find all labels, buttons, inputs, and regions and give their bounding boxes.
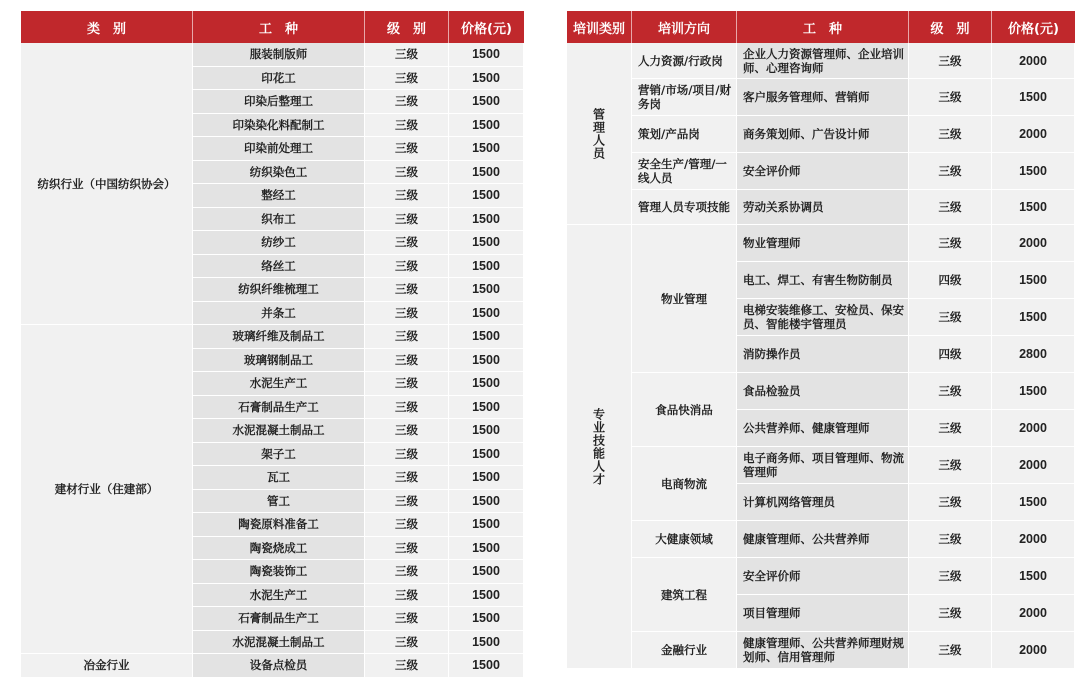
price-cell: 1500	[449, 137, 524, 161]
level-cell: 三级	[365, 137, 449, 161]
level-cell: 三级	[365, 537, 449, 561]
job-cell: 物业管理师	[737, 225, 909, 262]
price-cell: 1500	[449, 208, 524, 232]
direction-cell: 人力资源/行政岗	[632, 43, 737, 79]
job-cell: 电梯安装维修工、安检员、保安员、智能楼宇管理员	[737, 299, 909, 336]
price-cell: 1500	[449, 90, 524, 114]
job-cell: 安全评价师	[737, 153, 909, 190]
job-cell: 计算机网络管理员	[737, 484, 909, 521]
table-row	[567, 190, 1075, 225]
job-cell: 食品检验员	[737, 373, 909, 410]
direction-cell: 安全生产/管理/一线人员	[632, 153, 737, 190]
level-cell: 三级	[365, 90, 449, 114]
price-cell: 1500	[449, 161, 524, 185]
level-cell: 四级	[909, 262, 992, 299]
price-cell: 1500	[449, 302, 524, 326]
job-cell: 项目管理师	[737, 595, 909, 632]
price-cell: 1500	[449, 466, 524, 490]
job-cell: 水泥生产工	[193, 584, 365, 608]
price-cell: 1500	[449, 490, 524, 514]
price-cell: 2000	[992, 43, 1075, 79]
price-cell: 1500	[449, 43, 524, 67]
price-cell: 1500	[449, 278, 524, 302]
job-cell: 水泥混凝土制品工	[193, 419, 365, 443]
price-cell: 1500	[449, 67, 524, 91]
table-row	[567, 79, 1075, 116]
level-cell: 三级	[909, 632, 992, 669]
job-cell: 织布工	[193, 208, 365, 232]
job-cell: 健康管理师、公共营养师	[737, 521, 909, 558]
price-cell: 2000	[992, 595, 1075, 632]
job-cell: 陶瓷烧成工	[193, 537, 365, 561]
category-cell: 冶金行业	[21, 654, 193, 678]
job-cell: 玻璃纤维及制品工	[193, 325, 365, 349]
job-cell: 消防操作员	[737, 336, 909, 373]
category-cell: 建材行业（住建部）	[21, 325, 193, 654]
price-cell: 2000	[992, 225, 1075, 262]
table-row	[567, 521, 1075, 558]
job-cell: 商务策划师、广告设计师	[737, 116, 909, 153]
price-cell: 1500	[992, 558, 1075, 595]
price-cell: 1500	[992, 79, 1075, 116]
job-cell: 管工	[193, 490, 365, 514]
job-cell: 印染前处理工	[193, 137, 365, 161]
price-cell: 1500	[449, 114, 524, 138]
job-cell: 安全评价师	[737, 558, 909, 595]
table-row	[21, 654, 524, 678]
training-category-label: 管理人员	[591, 107, 606, 160]
price-cell: 1500	[449, 443, 524, 467]
level-cell: 三级	[365, 43, 449, 67]
level-cell: 三级	[365, 325, 449, 349]
level-cell: 三级	[365, 419, 449, 443]
job-cell: 整经工	[193, 184, 365, 208]
category-cell: 纺织行业（中国纺织协会）	[21, 43, 193, 325]
right-table-body	[567, 43, 1075, 669]
direction-cell: 大健康领域	[632, 521, 737, 558]
training-category-label: 专业技能人才	[591, 407, 606, 486]
level-cell: 三级	[909, 410, 992, 447]
table-row	[567, 373, 1075, 410]
job-cell: 络丝工	[193, 255, 365, 279]
level-cell: 三级	[365, 584, 449, 608]
level-cell: 三级	[365, 208, 449, 232]
job-cell: 水泥混凝土制品工	[193, 631, 365, 655]
left-header-row	[21, 11, 524, 43]
job-cell: 企业人力资源管理师、企业培训师、心理咨询师	[737, 43, 909, 79]
price-cell: 1500	[449, 184, 524, 208]
job-cell: 设备点检员	[193, 654, 365, 678]
level-cell: 三级	[365, 396, 449, 420]
right-price-table	[567, 11, 1075, 669]
price-cell: 1500	[992, 373, 1075, 410]
header-price: 价格(元)	[992, 11, 1075, 43]
level-cell: 三级	[909, 79, 992, 116]
price-cell: 1500	[449, 325, 524, 349]
training-category-cell	[567, 43, 632, 225]
price-cell: 1500	[449, 349, 524, 373]
price-cell: 1500	[992, 262, 1075, 299]
job-cell: 玻璃钢制品工	[193, 349, 365, 373]
level-cell: 三级	[365, 513, 449, 537]
job-cell: 瓦工	[193, 466, 365, 490]
price-cell: 2000	[992, 410, 1075, 447]
price-cell: 1500	[449, 372, 524, 396]
job-cell: 石膏制品生产工	[193, 396, 365, 420]
price-cell: 1500	[449, 513, 524, 537]
level-cell: 三级	[909, 447, 992, 484]
level-cell: 三级	[365, 654, 449, 678]
left-table-body	[21, 43, 524, 678]
price-cell: 1500	[449, 654, 524, 678]
level-cell: 三级	[365, 114, 449, 138]
level-cell: 三级	[909, 225, 992, 262]
table-row	[567, 447, 1075, 484]
level-cell: 三级	[365, 67, 449, 91]
level-cell: 三级	[365, 372, 449, 396]
job-cell: 印染后整理工	[193, 90, 365, 114]
direction-cell: 策划/产品岗	[632, 116, 737, 153]
table-row	[567, 116, 1075, 153]
level-cell: 三级	[365, 278, 449, 302]
direction-cell: 建筑工程	[632, 558, 737, 632]
job-cell: 印花工	[193, 67, 365, 91]
table-row	[567, 632, 1075, 669]
job-cell: 架子工	[193, 443, 365, 467]
level-cell: 三级	[909, 521, 992, 558]
level-cell: 三级	[365, 466, 449, 490]
header-training-category: 培训类别	[567, 11, 632, 43]
table-row	[567, 558, 1075, 595]
header-price: 价格(元)	[449, 11, 524, 43]
table-row	[567, 225, 1075, 262]
job-cell: 纺织纤维梳理工	[193, 278, 365, 302]
level-cell: 三级	[909, 595, 992, 632]
price-cell: 1500	[449, 584, 524, 608]
price-cell: 2800	[992, 336, 1075, 373]
job-cell: 纺织染色工	[193, 161, 365, 185]
price-cell: 1500	[449, 631, 524, 655]
level-cell: 三级	[365, 231, 449, 255]
direction-cell: 管理人员专项技能	[632, 190, 737, 225]
table-row	[21, 325, 524, 349]
level-cell: 三级	[909, 43, 992, 79]
direction-cell: 金融行业	[632, 632, 737, 669]
header-job: 工 种	[737, 11, 909, 43]
level-cell: 三级	[909, 153, 992, 190]
level-cell: 三级	[909, 373, 992, 410]
level-cell: 三级	[365, 607, 449, 631]
job-cell: 电子商务师、项目管理师、物流管理师	[737, 447, 909, 484]
level-cell: 三级	[365, 560, 449, 584]
table-row	[567, 153, 1075, 190]
level-cell: 三级	[909, 558, 992, 595]
level-cell: 三级	[909, 299, 992, 336]
price-cell: 1500	[449, 607, 524, 631]
level-cell: 三级	[365, 490, 449, 514]
level-cell: 三级	[365, 443, 449, 467]
level-cell: 三级	[365, 161, 449, 185]
price-cell: 1500	[449, 419, 524, 443]
job-cell: 服装制版师	[193, 43, 365, 67]
level-cell: 三级	[365, 255, 449, 279]
level-cell: 三级	[909, 484, 992, 521]
job-cell: 印染染化料配制工	[193, 114, 365, 138]
direction-cell: 电商物流	[632, 447, 737, 521]
header-level: 级 别	[365, 11, 449, 43]
price-cell: 1500	[449, 396, 524, 420]
price-cell: 1500	[992, 153, 1075, 190]
level-cell: 四级	[909, 336, 992, 373]
price-cell: 1500	[992, 484, 1075, 521]
left-price-table	[21, 11, 524, 678]
level-cell: 三级	[909, 116, 992, 153]
price-cell: 1500	[449, 255, 524, 279]
level-cell: 三级	[365, 184, 449, 208]
price-cell: 2000	[992, 116, 1075, 153]
price-cell: 1500	[992, 299, 1075, 336]
job-cell: 电工、焊工、有害生物防制员	[737, 262, 909, 299]
price-cell: 1500	[449, 231, 524, 255]
job-cell: 劳动关系协调员	[737, 190, 909, 225]
level-cell: 三级	[365, 302, 449, 326]
header-level: 级 别	[909, 11, 992, 43]
job-cell: 纺纱工	[193, 231, 365, 255]
direction-cell: 食品快消品	[632, 373, 737, 447]
job-cell: 客户服务管理师、营销师	[737, 79, 909, 116]
level-cell: 三级	[365, 349, 449, 373]
direction-cell: 营销/市场/项目/财务岗	[632, 79, 737, 116]
job-cell: 水泥生产工	[193, 372, 365, 396]
training-category-cell	[567, 225, 632, 669]
job-cell: 石膏制品生产工	[193, 607, 365, 631]
right-header-row	[567, 11, 1075, 43]
level-cell: 三级	[365, 631, 449, 655]
job-cell: 陶瓷原料准备工	[193, 513, 365, 537]
direction-cell: 物业管理	[632, 225, 737, 373]
job-cell: 公共营养师、健康管理师	[737, 410, 909, 447]
header-job: 工 种	[193, 11, 365, 43]
header-training-direction: 培训方向	[632, 11, 737, 43]
job-cell: 健康管理师、公共营养师理财规划师、信用管理师	[737, 632, 909, 669]
price-cell: 1500	[449, 537, 524, 561]
price-cell: 2000	[992, 447, 1075, 484]
price-cell: 2000	[992, 632, 1075, 669]
job-cell: 并条工	[193, 302, 365, 326]
price-cell: 2000	[992, 521, 1075, 558]
price-cell: 1500	[449, 560, 524, 584]
table-row	[21, 43, 524, 67]
price-cell: 1500	[992, 190, 1075, 225]
header-category: 类 别	[21, 11, 193, 43]
level-cell: 三级	[909, 190, 992, 225]
table-row	[567, 43, 1075, 79]
job-cell: 陶瓷装饰工	[193, 560, 365, 584]
